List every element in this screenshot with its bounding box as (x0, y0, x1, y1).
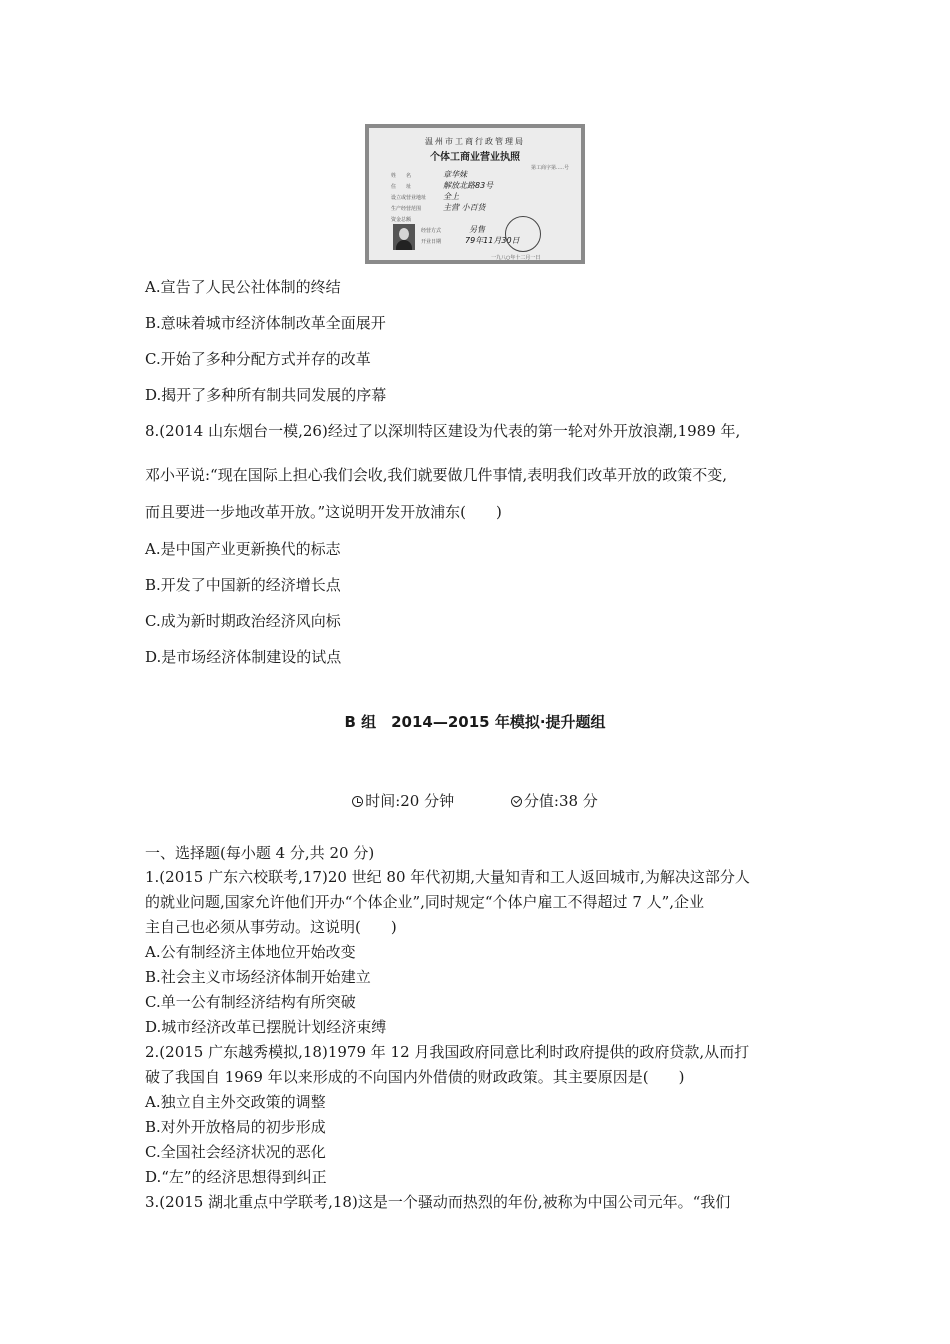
q8-option-c: C.成为新时期政治经济风向标 (145, 612, 341, 630)
q2-stem-line-2: 破了我国自 1969 年以来形成的不向国内外借债的财政政策。其主要原因是( ) (145, 1068, 685, 1086)
business-license-image (365, 124, 585, 264)
license-label-date: 开业日期 (421, 239, 442, 245)
license-seal-stamp (505, 216, 541, 252)
license-number: 第工商字第.....号 (531, 165, 569, 171)
license-title: 个体工商业营业执照 (430, 152, 520, 163)
q2-stem-line-1: 2.(2015 广东越秀模拟,18)1979 年 12 月我国政府同意比利时政府提供的政府贷款,从而打 (145, 1043, 750, 1061)
license-label-mode: 经营方式 (421, 228, 442, 234)
score-info (511, 790, 598, 811)
group-b-heading: B 组 2014—2015 年模拟·提升题组 (344, 713, 606, 731)
license-value-scope: 主营 小百货 (443, 203, 486, 212)
q8-stem-line-2: 邓小平说:“现在国际上担心我们会收,我们就要做几件事情,表明我们改革开放的政策不变, (145, 466, 728, 484)
q1-option-c: C.单一公有制经济结构有所突破 (145, 993, 356, 1011)
clock-icon (352, 796, 363, 807)
time-info (352, 790, 454, 811)
license-value-date: 79年11月30日 (465, 236, 520, 245)
section-title: 一、选择题(每小题 4 分,共 20 分) (145, 844, 375, 862)
q1-stem-line-3: 主自己也必须从事劳动。这说明( ) (145, 918, 397, 936)
q8-option-b: B.开发了中国新的经济增长点 (145, 576, 341, 594)
q2-option-a: A.独立自主外交政策的调整 (145, 1093, 326, 1111)
group-b-meta (0, 790, 950, 811)
license-label-name: 姓 名 (391, 173, 412, 179)
q8-stem-line-1: 8.(2014 山东烟台一模,26)经过了以深圳特区建设为代表的第一轮对外开放浪潮,1989 年, (145, 422, 741, 440)
time-label: 时间:20 分钟 (365, 792, 455, 810)
license-value-name: 章华妹 (443, 170, 467, 179)
q7-option-b: B.意味着城市经济体制改革全面展开 (145, 314, 386, 332)
license-paper (369, 128, 581, 260)
q1-option-d: D.城市经济改革已摆脱计划经济束缚 (145, 1018, 387, 1036)
q7-option-c: C.开始了多种分配方式并存的改革 (145, 350, 371, 368)
q7-option-d: D.揭开了多种所有制共同发展的序幕 (145, 386, 387, 404)
q1-stem-line-1: 1.(2015 广东六校联考,17)20 世纪 80 年代初期,大量知青和工人返回城市,为解决这部分人 (145, 868, 750, 886)
check-circle-icon (511, 796, 522, 807)
q1-option-b: B.社会主义市场经济体制开始建立 (145, 968, 371, 986)
license-value-location: 全上 (443, 192, 459, 201)
q1-option-a: A.公有制经济主体地位开始改变 (145, 943, 356, 961)
license-value-mode: 另售 (469, 225, 485, 234)
license-label-scope: 生产经营范围 (391, 206, 422, 212)
license-value-address: 解放北路83号 (443, 181, 494, 190)
q2-option-c: C.全国社会经济状况的恶化 (145, 1143, 326, 1161)
license-photo (393, 224, 415, 250)
q2-option-b: B.对外开放格局的初步形成 (145, 1118, 326, 1136)
score-label: 分值:38 分 (523, 792, 598, 810)
q8-stem-line-3: 而且要进一步地改革开放。”这说明开发开放浦东( ) (145, 503, 502, 521)
license-issuer: 温州市工商行政管理局 (425, 137, 525, 146)
q8-option-d: D.是市场经济体制建设的试点 (145, 648, 342, 666)
q1-stem-line-2: 的就业问题,国家允许他们开办“个体企业”,同时规定“个体户雇工不得超过 7 人”,企业 (145, 893, 705, 911)
q7-option-a: A.宣告了人民公社体制的终结 (145, 278, 341, 296)
q8-option-a: A.是中国产业更新换代的标志 (145, 540, 341, 558)
license-label-location: 设立或营业地址 (391, 195, 427, 201)
q3-stem-line-1: 3.(2015 湖北重点中学联考,18)这是一个骚动而热烈的年份,被称为中国公司元年。“我们 (145, 1193, 731, 1211)
license-issue-date: 一九八○年十二月一日 (491, 255, 541, 261)
license-label-address: 住 址 (391, 184, 412, 190)
q2-option-d: D.“左”的经济思想得到纠正 (145, 1168, 327, 1186)
license-label-capital: 资金总额 (391, 217, 412, 223)
